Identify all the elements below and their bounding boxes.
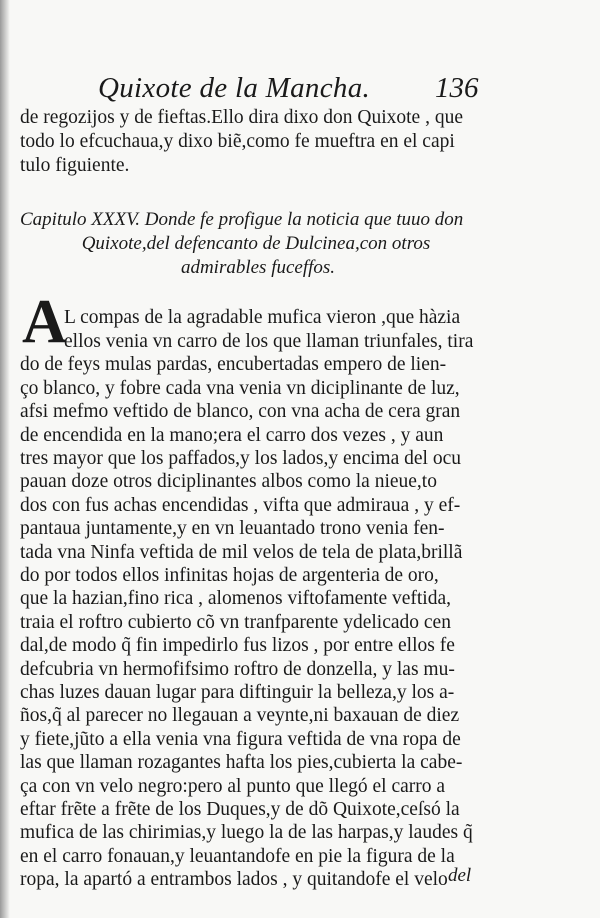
page-gutter-shadow xyxy=(0,0,10,918)
chapter-caption-line: admirables fuceffos. xyxy=(180,257,336,278)
intro-line: tulo figuiente. xyxy=(20,155,130,176)
body-line: ños,q̃ al parecer no llegauan a veynte,ni baxauan de diez xyxy=(20,705,460,727)
body-first-line: L compas de la agradable mufica vieron ,que hàzia xyxy=(64,307,461,328)
body-line: traia el roftro cubierto cõ vn tranfparente ydelicado cen xyxy=(20,611,451,633)
chapter-caption-line: Capitulo XXXV. Donde fe profigue la noticia que tuuo don xyxy=(20,209,464,230)
body-line: do por todos ellos infinitas hojas de argenteria de oro, xyxy=(20,565,439,586)
body-line: ça con vn velo negro:pero al punto que llegó el carro a xyxy=(20,775,446,797)
body-line: pauan doze otros diciplinantes albos como la nieue,to xyxy=(20,471,437,493)
body-line: afsi mefmo veftido de blanco, con vna acha de cera gran xyxy=(20,401,461,423)
body-line: y fiete,jũto a ella venia vna figura veftida de vna ropa de xyxy=(20,728,461,750)
body-line: dal,de modo q̃ fin impedirlo fus lizos , por entre ellos fe xyxy=(20,635,455,657)
body-line: do de feys mulas pardas, encubertadas empero de lien- xyxy=(20,354,447,376)
body-line: las que llaman rozagantes hafta los pies,cubierta la cabe- xyxy=(20,752,463,774)
catchword: del xyxy=(448,865,472,886)
body-line: defcubria vn hermofifsimo roftro de donzella, y las mu- xyxy=(20,658,455,680)
drop-cap-letter: A xyxy=(22,288,67,356)
intro-line: de regozijos y de fieftas.Ello dira dixo don Quixote , que xyxy=(20,107,463,128)
body-line: pantaua juntamente,y en vn leuantado trono venia fen- xyxy=(20,518,445,540)
body-line: ellos venia vn carro de los que llaman triunfales, tira xyxy=(64,331,474,352)
body-line: en el carro fonauan,y leuantandofe en pie la figura de la xyxy=(20,845,455,867)
chapter-caption-line: Quixote,del defencanto de Dulcinea,con otros xyxy=(81,233,431,254)
body-line: ropa, la apartó a entrambos lados , y quitandofe el velo xyxy=(20,869,448,891)
body-line: que la hazian,fino rica , alomenos viftofamente veftida, xyxy=(20,588,451,610)
body-line: chas luzes dauan lugar para diftinguir la belleza,y los a- xyxy=(20,682,455,703)
intro-line: todo lo efcuchaua,y dixo biẽ,como fe mueftra en el capi xyxy=(20,131,455,152)
body-line: dos con fus achas encendidas , vifta que admiraua , y ef- xyxy=(20,494,461,516)
running-title: Quixote de la Mancha. xyxy=(98,72,371,104)
body-line: mufica de las chirimias,y luego la de las harpas,y laudes q̃ xyxy=(20,822,473,844)
body-line: ço blanco, y fobre cada vna venia vn diciplinante de luz, xyxy=(20,377,460,399)
body-line: tres mayor que los paffados,y los lados,y encima del ocu xyxy=(20,448,461,469)
body-line: de encendida en la mano;era el carro dos vezes , y aun xyxy=(20,424,444,446)
page-number: 136 xyxy=(435,72,479,104)
page-header xyxy=(98,72,498,108)
body-line: tada vna Ninfa veftida de mil velos de tela de plata,brillã xyxy=(20,541,463,563)
body-line: eftar frẽte a frẽte de los Duques,y de dõ Quixote,ceſsó la xyxy=(20,799,460,820)
